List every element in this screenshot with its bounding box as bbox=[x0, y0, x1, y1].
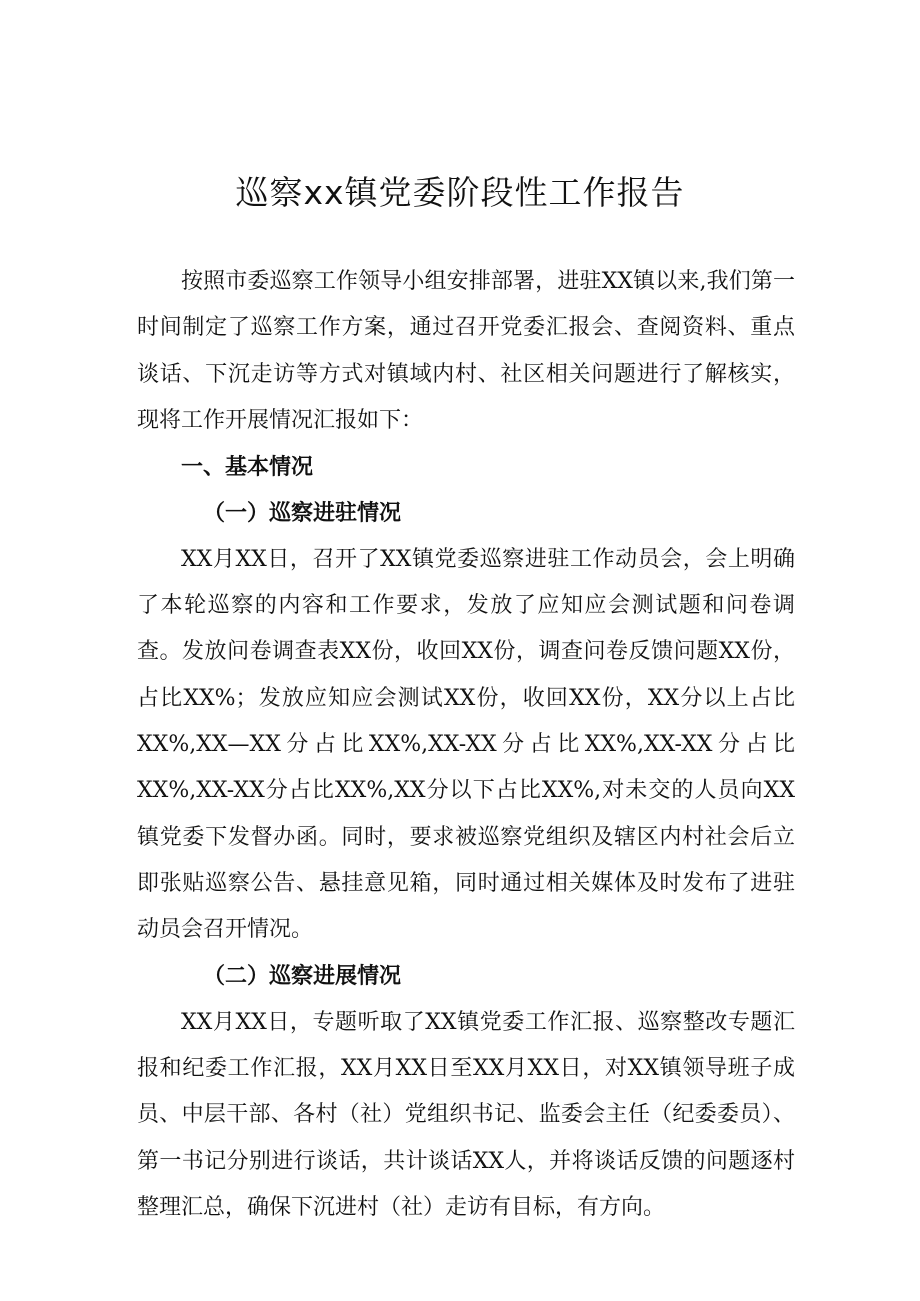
section-heading-basic-situation: 一、基本情况 bbox=[181, 454, 314, 481]
document-body bbox=[137, 259, 795, 1231]
progress-paragraph: XX月XX日，专题听取了XX镇党委工作汇报、巡察整改专题汇报和纪委工作汇报，XX月XX日至XX月XX日，对XX镇领导班子成员、中层干部、各村（社）党组织书记、监委会主任（纪委委员）、第一书记分别进行谈话，共计谈话XX人，并将谈话反馈的问题逐村整理汇总，确保下沉进村（社）走访有目标，有方向。 bbox=[137, 1009, 795, 1220]
subsection-heading-entry: （一）巡察进驻情况 bbox=[203, 500, 402, 527]
document-title: 巡察xx镇党委阶段性工作报告 bbox=[235, 173, 685, 212]
entry-paragraph: XX月XX日，召开了XX镇党委巡察进驻工作动员会，会上明确了本轮巡察的内容和工作要求，发放了应知应会测试题和问卷调查。发放问卷调查表XX份，收回XX份，调查问卷反馈问题XX份，占比XX%；发放应知应会测试XX份，收回XX份，XX分以上占比XX%,XX—XX分占比XX%,XX-XX分占比XX%,XX-XX分占比XX%,XX-XX分占比XX%,XX分以下占比XX%,对未交的人员向XX镇党委下发督办函。同时，要求被巡察党组织及辖区内村社会后立即张贴巡察公告、悬挂意见箱，同时通过相关媒体及时发布了进驻动员会召开情况。 bbox=[137, 546, 795, 943]
intro-paragraph: 按照市委巡察工作领导小组安排部署，进驻XX镇以来,我们第一时间制定了巡察工作方案，通过召开党委汇报会、查阅资料、重点谈话、下沉走访等方式对镇域内村、社区相关问题进行了解核实，现将工作开展情况汇报如下： bbox=[137, 269, 795, 433]
subsection-heading-progress: （二）巡察进展情况 bbox=[203, 963, 402, 990]
